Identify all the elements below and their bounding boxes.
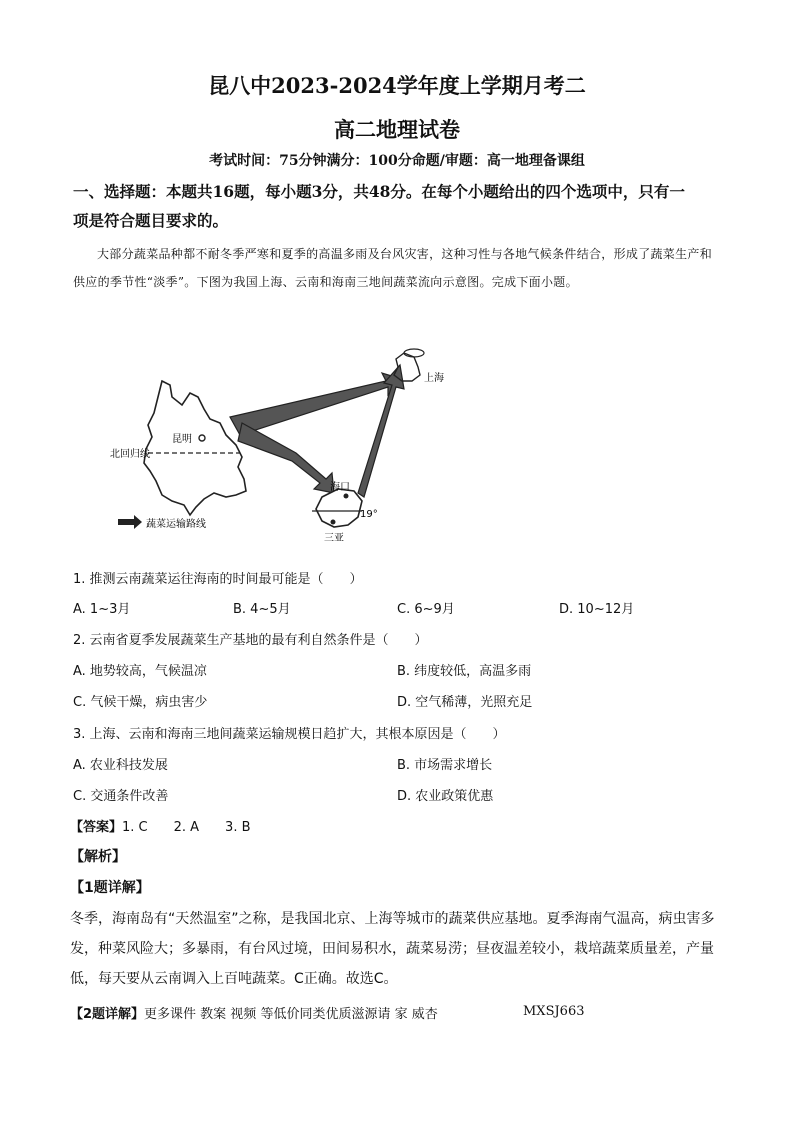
- q2-detail-line: [70, 1003, 438, 1022]
- q1-detail-tag: 【1题详解】: [70, 880, 150, 896]
- q2-detail-text: 更多课件 教案 视频 等低价同类优质滋源请 家 威杏: [144, 1007, 438, 1022]
- analysis-tag: 【解析】: [70, 849, 126, 865]
- label-tropic: 北回归线: [110, 449, 150, 460]
- q1-option-b: B. 4~5月: [233, 602, 291, 617]
- label-lat: 19°: [360, 509, 378, 520]
- label-kunming: 昆明: [172, 434, 192, 445]
- section-heading-line1: 一、选择题：本题共16题，每小题3分，共48分。在每个小题给出的四个选项中，只有一: [73, 182, 685, 201]
- yunnan-outline: [144, 381, 246, 515]
- hainan-outline: [316, 489, 362, 527]
- q2-option-d: D. 空气稀薄，光照充足: [397, 695, 533, 710]
- q2-option-c: C. 气候干燥，病虫害少: [73, 695, 208, 710]
- vegetable-flow-map: [100, 345, 460, 550]
- answer-line: [70, 816, 251, 835]
- intro-paragraph: 大部分蔬菜品种都不耐冬季严寒和夏季的高温多雨及台风灾害，这种习性与各地气候条件结合，形成了蔬菜生产和供应的季节性“淡季”。下图为我国上海、云南和海南三地间蔬菜流向示意图。完成下面小题。: [73, 247, 713, 289]
- sanya-dot: [331, 520, 336, 525]
- q3-option-a: A. 农业科技发展: [73, 758, 168, 773]
- q3-option-d: D. 农业政策优惠: [397, 789, 494, 804]
- watermark-code: MXSJ663: [523, 1004, 585, 1019]
- label-legend: 蔬菜运输路线: [146, 519, 206, 530]
- question-2-stem: 2. 云南省夏季发展蔬菜生产基地的最有利自然条件是（ ）: [73, 633, 428, 648]
- q1-detail-text: 冬季，海南岛有“天然温室”之称，是我国北京、上海等城市的蔬菜供应基地。夏季海南气温高，病虫害多发，种菜风险大；多暴雨，有台风过境，田间易积水，蔬菜易涝；昼夜温差较小，栽培蔬菜质量差，产量低，每天要从云南调入上百吨蔬菜。C正确。故选C。: [70, 911, 715, 987]
- arrow-yunnan-hainan: [238, 423, 334, 493]
- q3-option-c: C. 交通条件改善: [73, 789, 169, 804]
- q1-option-d: D. 10~12月: [559, 602, 635, 617]
- label-shanghai: 上海: [424, 373, 444, 384]
- kunming-dot: [199, 435, 205, 441]
- exam-title: 昆八中2023-2024学年度上学期月考二: [208, 73, 586, 98]
- answer-tag: 【答案】: [70, 820, 123, 835]
- legend-arrow: [118, 515, 142, 529]
- q1-option-a: A. 1~3月: [73, 602, 131, 617]
- arrow-yunnan-shanghai: [230, 373, 402, 435]
- haikou-dot: [344, 494, 349, 499]
- question-3-stem: 3. 上海、云南和海南三地间蔬菜运输规模日趋扩大，其根本原因是（ ）: [73, 727, 506, 742]
- q1-option-c: C. 6~9月: [397, 602, 455, 617]
- answer-text: 1. C 2. A 3. B: [122, 820, 251, 835]
- q2-detail-tag: 【2题详解】: [70, 1007, 145, 1022]
- exam-subtitle: 高二地理试卷: [334, 117, 460, 142]
- exam-info: 考试时间：75分钟满分：100分命题/审题：高一地理备课组: [209, 153, 585, 169]
- q2-option-b: B. 纬度较低，高温多雨: [397, 664, 532, 679]
- label-haikou: 海口: [330, 482, 350, 493]
- section-heading-line2: 项是符合题目要求的。: [73, 211, 229, 230]
- question-1-stem: 1. 推测云南蔬菜运往海南的时间最可能是（ ）: [73, 572, 363, 587]
- label-sanya: 三亚: [324, 533, 344, 544]
- q2-option-a: A. 地势较高，气候温凉: [73, 664, 207, 679]
- q3-option-b: B. 市场需求增长: [397, 758, 493, 773]
- shanghai-island: [404, 349, 424, 357]
